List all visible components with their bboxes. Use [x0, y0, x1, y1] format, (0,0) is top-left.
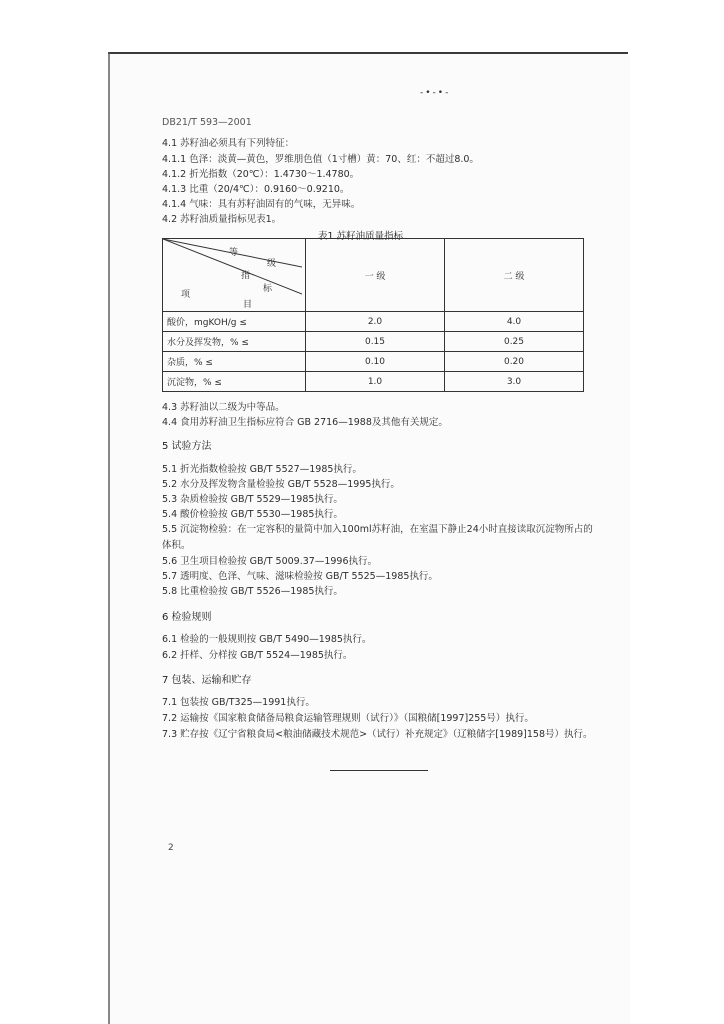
- row-label: 水分及挥发物，% ≤: [163, 332, 306, 352]
- row-value-grade-1: 0.15: [306, 332, 445, 352]
- clause-7-1: 7.1 包装按 GB/T325—1991执行。: [162, 697, 315, 708]
- clause-4-1: 4.1 苏籽油必须具有下列特征：: [162, 138, 295, 149]
- clause-7-2: 7.2 运输按《国家粮食储备局粮食运输管理规则（试行）》（国粮储[1997]255号）执行。: [162, 713, 534, 724]
- clause-4-1-2: 4.1.2 折光指数（20℃）：1.4730～1.4780。: [162, 169, 360, 180]
- clause-4-3: 4.3 苏籽油以二级为中等品。: [162, 402, 285, 413]
- clause-4-1-1: 4.1.1 色泽：淡黄—黄色，罗维朋色值（1寸槽）黄：70、红：不超过8.0。: [162, 154, 479, 165]
- clause-7-3: 7.3 贮存按《辽宁省粮食局<粮油储藏技术规范>（试行）补充规定》（辽粮储字[1989]158号）执行。: [162, 729, 593, 740]
- table-header-row: [163, 239, 584, 312]
- end-rule: [330, 770, 428, 771]
- table-corner-cell: [163, 239, 306, 312]
- row-value-grade-1: 1.0: [306, 372, 445, 392]
- clause-4-1-3: 4.1.3 比重（20/4℃）：0.9160～0.9210。: [162, 184, 350, 195]
- section-7-heading: 7 包装、运输和贮存: [162, 675, 252, 686]
- corner-label: 目: [243, 300, 253, 310]
- section-5-heading: 5 试验方法: [162, 441, 212, 452]
- clause-5-7: 5.7 透明度、色泽、气味、滋味检验按 GB/T 5525—1985执行。: [162, 571, 438, 582]
- row-value-grade-2: 4.0: [445, 312, 584, 332]
- table-row: [163, 352, 584, 372]
- clause-6-1: 6.1 检验的一般规则按 GB/T 5490—1985执行。: [162, 634, 372, 645]
- row-value-grade-2: 0.25: [445, 332, 584, 352]
- row-value-grade-2: 3.0: [445, 372, 584, 392]
- corner-label: 指: [241, 271, 251, 281]
- clause-5-6: 5.6 卫生项目检验按 GB/T 5009.37—1996执行。: [162, 556, 378, 567]
- clause-5-2: 5.2 水分及挥发物含量检验按 GB/T 5528—1995执行。: [162, 479, 400, 490]
- clause-6-2: 6.2 扦样、分样按 GB/T 5524—1985执行。: [162, 650, 353, 661]
- row-label: 沉淀物，% ≤: [163, 372, 306, 392]
- clause-4-4: 4.4 食用苏籽油卫生指标应符合 GB 2716—1988及其他有关规定。: [162, 417, 448, 428]
- row-value-grade-1: 0.10: [306, 352, 445, 372]
- corner-label: 级: [267, 259, 277, 269]
- corner-label: 项: [181, 290, 191, 300]
- table-title: 表1 苏籽油质量指标: [318, 231, 404, 242]
- quality-table: [162, 238, 584, 392]
- row-label: 杂质，% ≤: [163, 352, 306, 372]
- corner-label: 标: [263, 284, 273, 294]
- clause-4-2: 4.2 苏籽油质量指标见表1。: [162, 214, 282, 225]
- clause-5-5: 5.5 沉淀物检验：在一定容积的量筒中加入100ml苏籽油，在室温下静止24小时直接读取沉淀物所占的: [162, 524, 593, 535]
- clause-5-5-cont: 体积。: [162, 540, 191, 551]
- clause-5-1: 5.1 折光指数检验按 GB/T 5527—1985执行。: [162, 464, 362, 475]
- row-value-grade-1: 2.0: [306, 312, 445, 332]
- row-value-grade-2: 0.20: [445, 352, 584, 372]
- clause-5-4: 5.4 酸价检验按 GB/T 5530—1985执行。: [162, 509, 343, 520]
- clause-5-8: 5.8 比重检验按 GB/T 5526—1985执行。: [162, 586, 343, 597]
- clause-5-3: 5.3 杂质检验按 GB/T 5529—1985执行。: [162, 494, 343, 505]
- header-mark: -•-•-: [420, 88, 451, 98]
- page-number: 2: [168, 843, 174, 853]
- table-row: [163, 312, 584, 332]
- corner-label: 等: [229, 248, 239, 258]
- grade-2-header: 二 级: [445, 239, 584, 312]
- table-row: [163, 372, 584, 392]
- standard-code: DB21/T 593—2001: [162, 117, 252, 128]
- table-row: [163, 332, 584, 352]
- grade-1-header: 一 级: [306, 239, 445, 312]
- row-label: 酸价，mgKOH/g ≤: [163, 312, 306, 332]
- clause-4-1-4: 4.1.4 气味：具有苏籽油固有的气味，无异味。: [162, 199, 361, 210]
- section-6-heading: 6 检验规则: [162, 612, 212, 623]
